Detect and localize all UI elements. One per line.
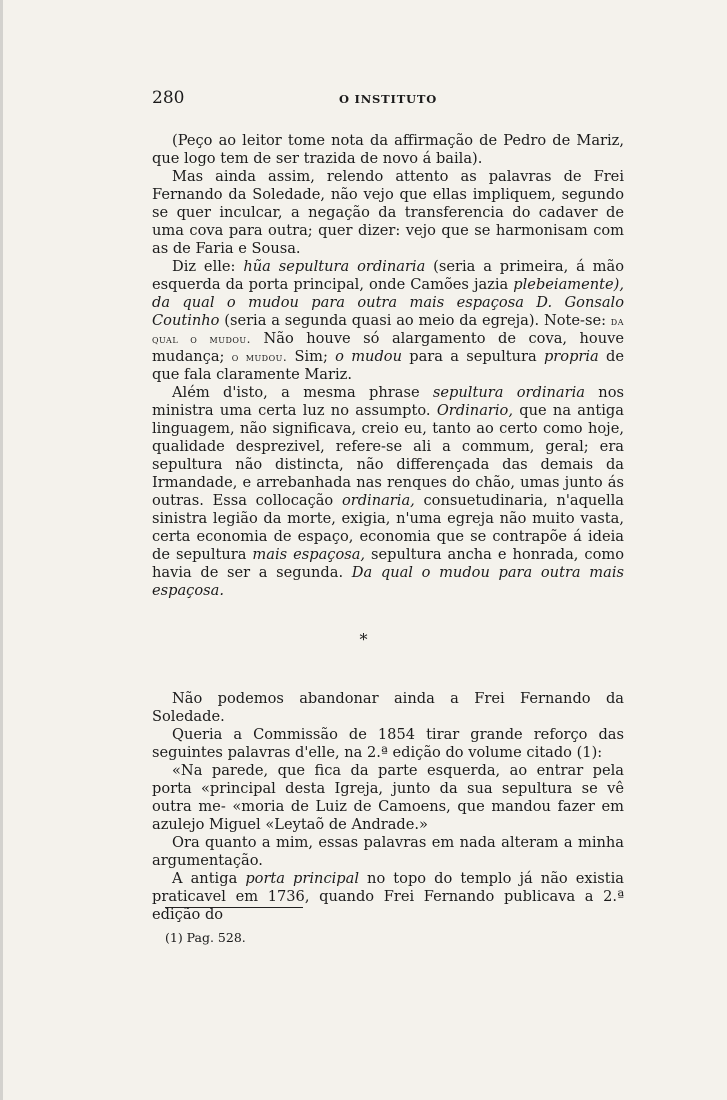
- scan-edge: [0, 0, 3, 1100]
- section-separator: *: [359, 630, 368, 649]
- running-head: O INSTITUTO: [338, 92, 438, 106]
- footnote: (1) Pag. 528.: [165, 930, 246, 945]
- paragraph: Ora quanto a mim, essas palavras em nada alteram a minha argumentação.: [152, 834, 624, 869]
- text-block-1: [152, 132, 624, 600]
- text-block-2: [152, 690, 624, 924]
- footnote-rule: [165, 907, 303, 908]
- paragraph: Diz elle: hũa sepultura ordinaria (seria a primeira, á mão esquerda da porta principal, onde Camões jazia plebeiamente), da qual o mudou para outra mais espaçosa D. Gonsalo Coutinho (seria a segunda quasi ao meio da egreja). Note-se: da qual o mudou. Não houve só alargamento de cova, houve mudança; o mudou. Sim; o mudou para a sepultura propria de que fala claramente Mariz.: [152, 258, 625, 383]
- paragraph: Além d'isto, a mesma phrase sepultura ordinaria nos ministra uma certa luz no assumpto. Ordinario, que na antiga linguagem, não significava, creio eu, tanto ao certo como hoje, qualidade desprezivel, refere-se ali a commum, geral; era sepultura não distincta, não differençada das demais da Irmandade, e arrebanhada nas renques do chão, umas junto ás outras. Essa collocação ordinaria, consuetudinaria, n'aquella sinistra legião da morte, exigia, n'uma egreja não muito vasta, certa economia de espaço, economia que se contrapõe á ideia de sepultura mais espaçosa, sepultura ancha e honrada, como havia de ser a segunda. Da qual o mudou para outra mais espaçosa.: [152, 384, 624, 599]
- paragraph: (Peço ao leitor tome nota da affirmação de Pedro de Mariz, que logo tem de ser trazida de novo á baila).: [152, 132, 624, 167]
- paragraph: A antiga porta principal no topo do templo já não existia praticavel em 1736, quando Frei Fernando publicava a 2.ª edição do: [152, 870, 624, 923]
- paragraph: Não podemos abandonar ainda a Frei Fernando da Soledade.: [152, 690, 624, 725]
- page-header: [152, 88, 624, 112]
- paragraph: Queria a Commissão de 1854 tirar grande reforço das seguintes palavras d'elle, na 2.ª edição do volume citado (1):: [152, 726, 624, 761]
- paragraph: Mas ainda assim, relendo attento as palavras de Frei Fernando da Soledade, não vejo que ellas impliquem, segundo se quer inculcar, a negação da transferencia do cadaver de uma cova para outra; quer dizer: vejo que se harmonisam com as de Faria e Sousa.: [152, 168, 624, 257]
- page-number: 280: [152, 88, 185, 108]
- quotation: «Na parede, que fica da parte esquerda, ao entrar pela porta «principal desta Igreja, junto da sua sepultura se vê outra me- «moria de Luiz de Camoens, que mandou fazer em azulejo Miguel «Leytaõ de Andrade.»: [152, 762, 624, 833]
